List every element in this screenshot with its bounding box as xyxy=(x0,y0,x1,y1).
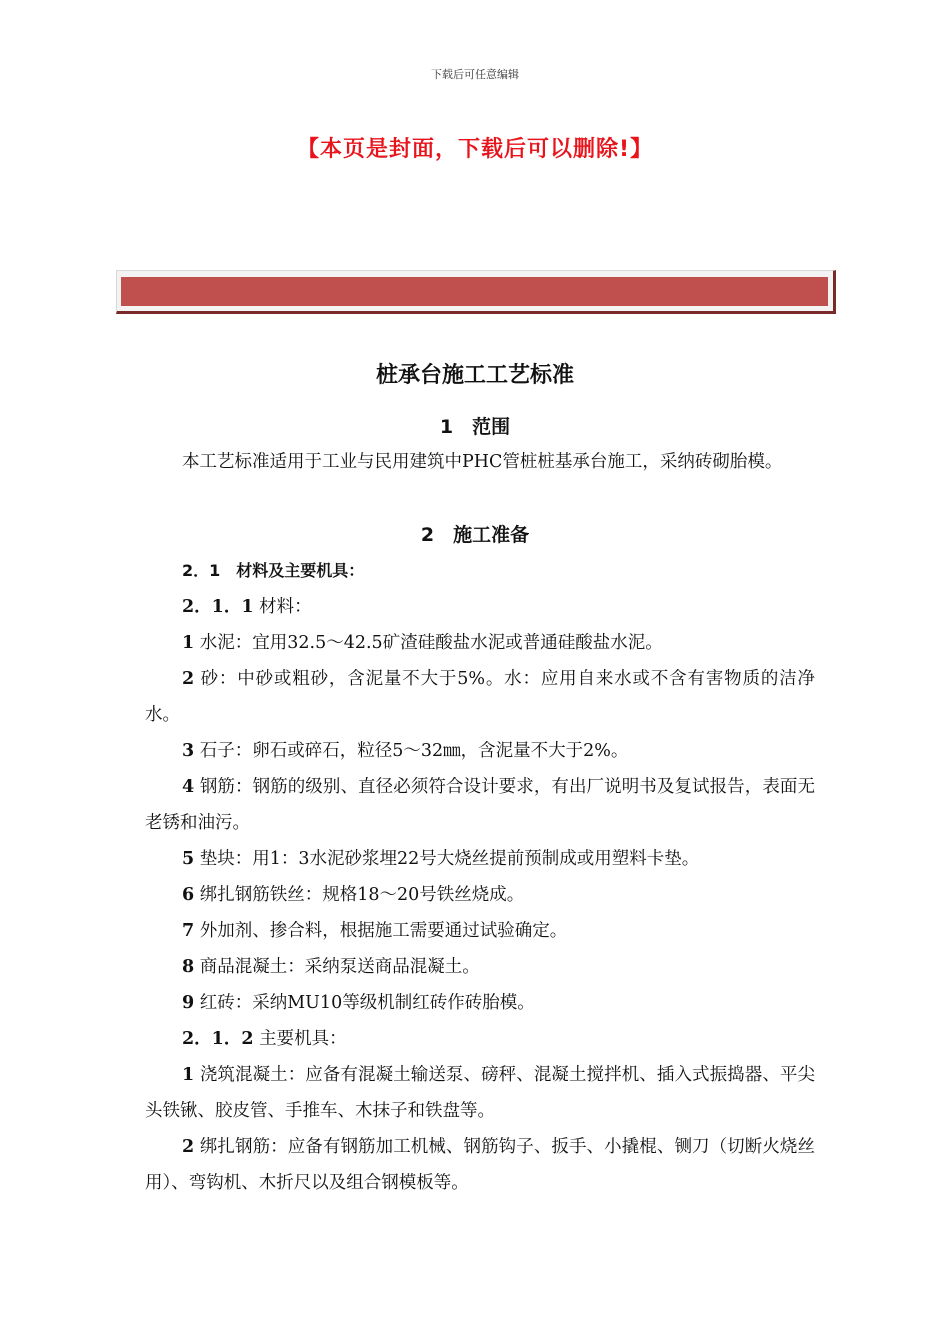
list-item xyxy=(145,769,815,841)
header-note: 下载后可任意编辑 xyxy=(431,68,519,81)
item-text: 红砖：采纳MU10等级机制红砖作砖胎模。 xyxy=(199,993,535,1013)
item-text: 水泥：宜用32.5～42.5矿渣硅酸盐水泥或普通硅酸盐水泥。 xyxy=(199,633,663,653)
item-number: 2 xyxy=(182,1137,195,1157)
list-item xyxy=(145,733,815,769)
item-text: 绑扎钢筋铁丝：规格18～20号铁丝烧成。 xyxy=(199,885,525,905)
scope-paragraph: 本工艺标准适用于工业与民用建筑中PHC管桩桩基承台施工，采纳砖砌胎模。 xyxy=(182,452,783,472)
item-number: 9 xyxy=(182,993,195,1013)
list-item xyxy=(145,985,815,1021)
list-item xyxy=(145,1129,815,1201)
section-heading-scope: 1 范围 xyxy=(439,416,511,438)
item-number: 4 xyxy=(182,777,195,797)
decorative-banner xyxy=(116,270,836,314)
item-number: 1 xyxy=(182,633,195,653)
item-text: 商品混凝土：采纳泵送商品混凝土。 xyxy=(199,957,480,977)
list-item xyxy=(145,877,815,913)
subsection-number: 2．1．1 xyxy=(182,597,254,617)
item-number: 6 xyxy=(182,885,195,905)
subsection-heading-materials-tools xyxy=(182,553,822,589)
list-item xyxy=(145,625,815,661)
subsection-label: 主要机具： xyxy=(259,1029,347,1049)
banner-bar xyxy=(121,277,828,306)
list-item xyxy=(145,841,815,877)
item-number: 2 xyxy=(182,669,195,689)
cover-notice: 【本页是封面，下载后可以删除!】 xyxy=(296,137,654,162)
item-text: 浇筑混凝土：应备有混凝土输送泵、磅秤、混凝土搅拌机、插入式振捣器、平尖头铁锹、胶皮管、手推车、木抹子和铁盘等。 xyxy=(145,1065,815,1121)
subsection-heading-text: 2．1 材料及主要机具： xyxy=(182,561,365,580)
subsection-tools xyxy=(182,1021,822,1057)
document-title: 桩承台施工工艺标准 xyxy=(375,363,574,388)
item-text: 钢筋：钢筋的级别、直径必须符合设计要求，有出厂说明书及复试报告，表面无老锈和油污。 xyxy=(145,777,815,833)
list-item xyxy=(145,661,815,733)
item-text: 砂：中砂或粗砂，含泥量不大于5%。水：应用自来水或不含有害物质的洁净水。 xyxy=(145,669,815,725)
item-number: 8 xyxy=(182,957,195,977)
item-number: 7 xyxy=(182,921,195,941)
item-text: 石子：卵石或碎石，粒径5～32㎜，含泥量不大于2%。 xyxy=(199,741,629,761)
section-heading-preparation: 2 施工准备 xyxy=(420,524,530,546)
item-text: 垫块：用1：3水泥砂浆埋22号大烧丝提前预制成或用塑料卡垫。 xyxy=(199,849,700,869)
subsection-label: 材料： xyxy=(259,597,312,617)
subsection-number: 2．1．2 xyxy=(182,1029,254,1049)
item-text: 外加剂、掺合料，根据施工需要通过试验确定。 xyxy=(199,921,568,941)
list-item xyxy=(145,913,815,949)
item-text: 绑扎钢筋：应备有钢筋加工机械、钢筋钩子、扳手、小撬棍、铡刀（切断火烧丝用）、弯钩机、木折尺以及组合钢模板等。 xyxy=(145,1137,815,1193)
list-item xyxy=(145,949,815,985)
subsection-materials xyxy=(182,589,822,625)
item-number: 5 xyxy=(182,849,195,869)
list-item xyxy=(145,1057,815,1129)
item-number: 3 xyxy=(182,741,195,761)
item-number: 1 xyxy=(182,1065,195,1085)
